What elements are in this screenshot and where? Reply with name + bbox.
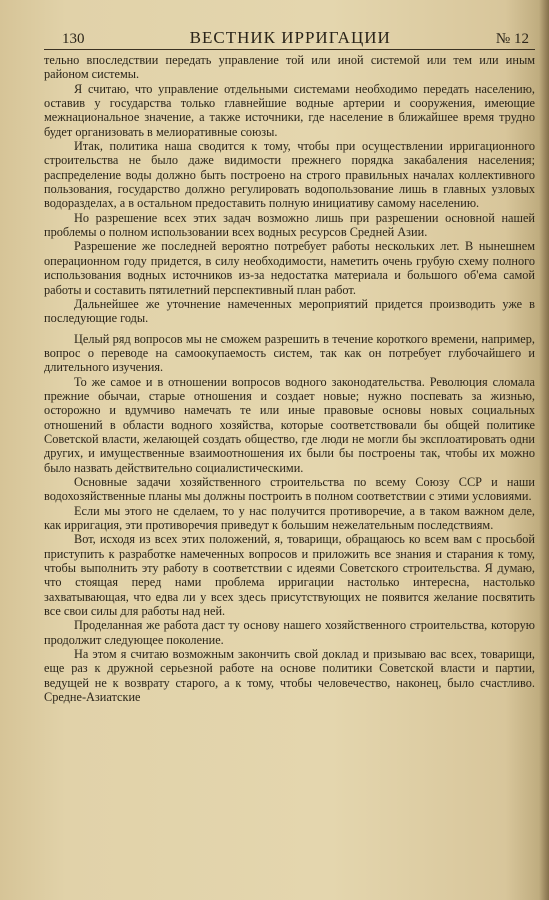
paragraph: Дальнейшее же уточнение намеченных мероприятий придется производить уже в последующие годы. xyxy=(44,296,535,326)
page-number: 130 xyxy=(62,31,85,47)
paragraph: Если мы этого не сделаем, то у нас получится противоречие, а в таком важном деле, как ирригация, эти противоречия приведут к большим нежелательным последствиям. xyxy=(44,503,535,532)
paragraph: Итак, политика наша сводится к тому, чтобы при осуществлении ирригационного строительства не было даже видимости прежнего порядка закабаления населения; распределение воды должно быть построено на строго правильных началах коллективного пользования, государство должно регулировать водопользование лишь в главных узловых водоразделах, а в остальном предоставить полную инициативу самому населению. xyxy=(44,139,535,211)
issue-number: № 12 xyxy=(495,31,529,47)
paragraph: Основные задачи хозяйственного строительства по всему Союзу ССР и наши водохозяйственные планы мы должны построить в полном соответствии с этими условиями. xyxy=(44,474,535,504)
article-body xyxy=(44,53,535,704)
paragraph: Целый ряд вопросов мы не сможем разрешить в течение короткого времени, например, вопрос о переводе на самоокупаемость систем, так как он потребует глубочайшего и длительного изучения. xyxy=(44,331,535,375)
running-header xyxy=(44,26,535,50)
paragraph: То же самое и в отношении вопросов водного законодательства. Революция сломала прежние обычаи, старые отношения и создает новые; нужно поспевать за жизнью, осторожно и вдумчиво намечать те или иные правовые основы новых социальных отношений в области водного хозяйства, которые соответствовали бы общей политике Советской власти, желающей создать общество, где люди не могли бы эксплоатировать одни других, и имущественные взаимоотношения их были бы построены так, чтобы их можно было назвать действительно социалистическими. xyxy=(44,374,535,475)
paragraph: Вот, исходя из всех этих положений, я, товарищи, обращаюсь ко всем вам с просьбой приступить к разработке намеченных вопросов и приложить все знания и старания к тому, чтобы выполнить эту работу в соответствии с идеями Советского строительства. Я думаю, что стоящая перед нами проблема ирригации настолько интересна, настолько захватывающая, что едва ли у всех здесь присутствующих не появится желание посвятить все свои силы для работы над ней. xyxy=(44,532,535,619)
paragraph: Но разрешение всех этих задач возможно лишь при разрешении основной нашей проблемы о полном использовании всех водных ресурсов Средней Азии. xyxy=(44,210,535,240)
paragraph: Я считаю, что управление отдельными системами необходимо передать населению, оставив у государства только главнейшие водные артерии и сооружения, имеющие межнациональное значение, а также источники, где население в ближайшее время трудно будет организовать в мелиоративные союзы. xyxy=(44,81,535,139)
paragraph: На этом я считаю возможным закончить свой доклад и призываю вас всех, товарищи, еще раз к дружной серьезной работе на основе политики Советской власти и партии, ведущей не к возврату старого, а к тому, чтобы человечество, наконец, было счастливо. Средне-Азиатские xyxy=(44,647,535,705)
paragraph: Разрешение же последней вероятно потребует работы нескольких лет. В нынешнем операционном году придется, в силу необходимости, наметить очень грубую схему полного использования водных источников из-за недостатка материала и большого об'ема самой работы и составить пятилетний перспективный план работ. xyxy=(44,239,535,297)
paragraph: Проделанная же работа даст ту основу нашего хозяйственного строительства, которую продолжит следующее поколение. xyxy=(44,618,535,647)
binding-shadow xyxy=(539,0,549,900)
paragraph: тельно впоследствии передать управление той или иной системой или тем или иным районом системы. xyxy=(44,53,535,82)
journal-title: ВЕСТНИК ИРРИГАЦИИ xyxy=(189,28,391,47)
